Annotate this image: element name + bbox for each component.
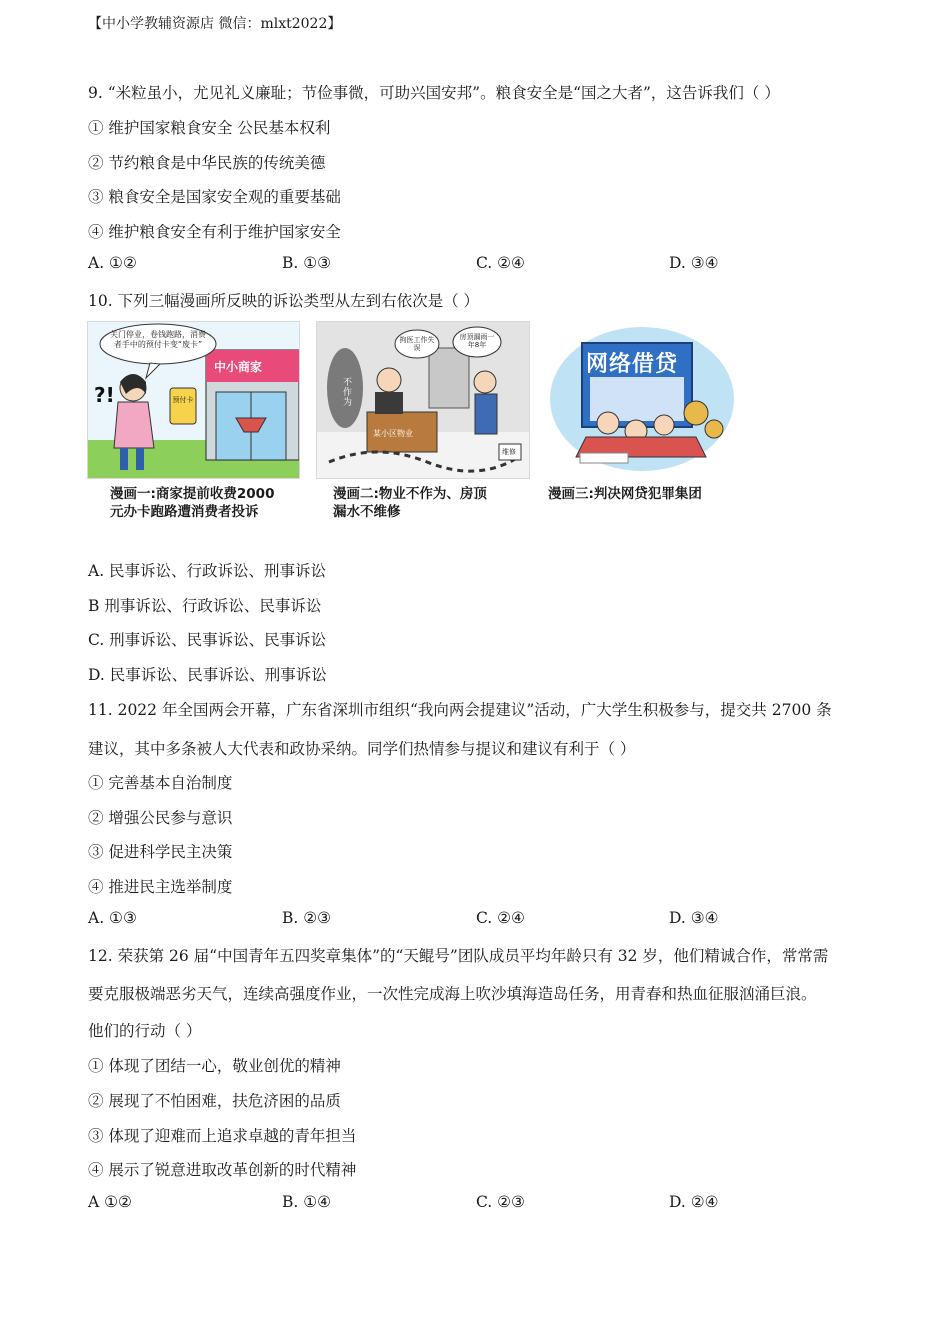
q12-stem-line-3: 他们的行动（ ） (88, 1022, 202, 1040)
cartoon-1-bubble: 关门停业，卷钱跑路，消费者手中的预付卡变“废卡” (110, 330, 206, 349)
q10-option-d[interactable]: D. 民事诉讼、民事诉讼、刑事诉讼 (88, 666, 327, 684)
q9-item-4: ④ 维护粮食安全有利于维护国家安全 (88, 223, 341, 241)
q12-item-2: ② 展现了不怕困难，扶危济困的品质 (88, 1092, 341, 1110)
cartoon-3-caption: 漫画三:判决网贷犯罪集团 (548, 486, 702, 502)
cartoon-2-caption-1: 漫画二:物业不作为、房顶 (333, 486, 487, 502)
q9-option-d[interactable]: D. ③④ (669, 254, 719, 272)
cartoon-2-desk-label: 某小区物业 (373, 429, 413, 438)
q11-item-2: ② 增强公民参与意识 (88, 809, 233, 827)
q11-option-c[interactable]: C. ②④ (476, 909, 525, 927)
q10-option-a[interactable]: A. 民事诉讼、行政诉讼、刑事诉讼 (88, 562, 327, 580)
cartoon-2-image (316, 321, 530, 479)
q11-stem-line-1: 11. 2022 年全国两会开幕，广东省深圳市组织“我向两会提建议”活动，广大学生积极参与，提交共 2700 条 (88, 701, 832, 719)
q12-option-b[interactable]: B. ①④ (282, 1193, 332, 1211)
q12-stem-line-2: 要克服极端恶劣天气，连续高强度作业，一次性完成海上吹沙填海造岛任务，用青春和热血征服汹涌巨浪。 (88, 985, 817, 1003)
cartoon-2-caption-2: 漏水不维修 (333, 504, 401, 520)
cartoon-1-sign: 中小商家 (214, 360, 263, 374)
cartoon-2-bubble-1: 拘医工作失误 (399, 336, 435, 352)
q12-option-c[interactable]: C. ②③ (476, 1193, 525, 1211)
cartoon-3-image (546, 321, 740, 477)
q12-option-d[interactable]: D. ②④ (669, 1193, 719, 1211)
q10-option-b[interactable]: B 刑事诉讼、行政诉讼、民事诉讼 (88, 597, 322, 615)
q11-item-1: ① 完善基本自治制度 (88, 774, 233, 792)
q11-stem-line-2: 建议，其中多条被人大代表和政协采纳。同学们热情参与提议和建议有利于（ ） (88, 740, 636, 758)
q12-option-a[interactable]: A ①② (88, 1193, 132, 1211)
cartoon-1-caption-1: 漫画一:商家提前收费2000 (110, 486, 275, 502)
q11-option-b[interactable]: B. ②③ (282, 909, 332, 927)
cartoon-2-bubble-2: 房顶漏雨一年8年 (459, 333, 495, 349)
page-header: 【中小学教辅资源店 微信：mlxt2022】 (88, 16, 342, 32)
q9-stem: 9. “米粒虽小，尤见礼义廉耻；节俭事微，可助兴国安邦”。粮食安全是“国之大者”，这告诉我们（ ） (88, 84, 780, 102)
cartoon-2-side-text: 不作为 (343, 378, 353, 408)
q11-item-3: ③ 促进科学民主决策 (88, 843, 233, 861)
q9-option-a[interactable]: A. ①② (88, 254, 137, 272)
cartoon-1-card: 预付卡 (172, 396, 194, 404)
q9-option-b[interactable]: B. ①③ (282, 254, 332, 272)
cartoon-1-caption-2: 元办卡跑路遭消费者投诉 (110, 504, 259, 520)
q9-item-2: ② 节约粮食是中华民族的传统美德 (88, 154, 326, 172)
cartoon-3-title: 网络借贷 (586, 352, 679, 377)
q9-option-c[interactable]: C. ②④ (476, 254, 525, 272)
q10-stem: 10. 下列三幅漫画所反映的诉讼类型从左到右依次是（ ） (88, 292, 480, 310)
cartoon-2-paper: 维修 (502, 448, 516, 456)
svg-text:?!: ?! (94, 383, 115, 407)
q12-item-3: ③ 体现了迎难而上追求卓越的青年担当 (88, 1127, 357, 1145)
q9-item-1: ① 维护国家粮食安全 公民基本权利 (88, 119, 331, 137)
q11-option-a[interactable]: A. ①③ (88, 909, 137, 927)
cartoon-1-image (87, 321, 300, 479)
q12-item-4: ④ 展示了锐意进取改革创新的时代精神 (88, 1161, 357, 1179)
q10-option-c[interactable]: C. 刑事诉讼、民事诉讼、民事诉讼 (88, 631, 327, 649)
q12-stem-line-1: 12. 荣获第 26 届“中国青年五四奖章集体”的“天鲲号”团队成员平均年龄只有 32 岁，他们精诚合作，常常需 (88, 947, 829, 965)
q11-option-d[interactable]: D. ③④ (669, 909, 719, 927)
q12-item-1: ① 体现了团结一心，敬业创优的精神 (88, 1057, 341, 1075)
q11-item-4: ④ 推进民主选举制度 (88, 878, 233, 896)
q9-item-3: ③ 粮食安全是国家安全观的重要基础 (88, 188, 341, 206)
